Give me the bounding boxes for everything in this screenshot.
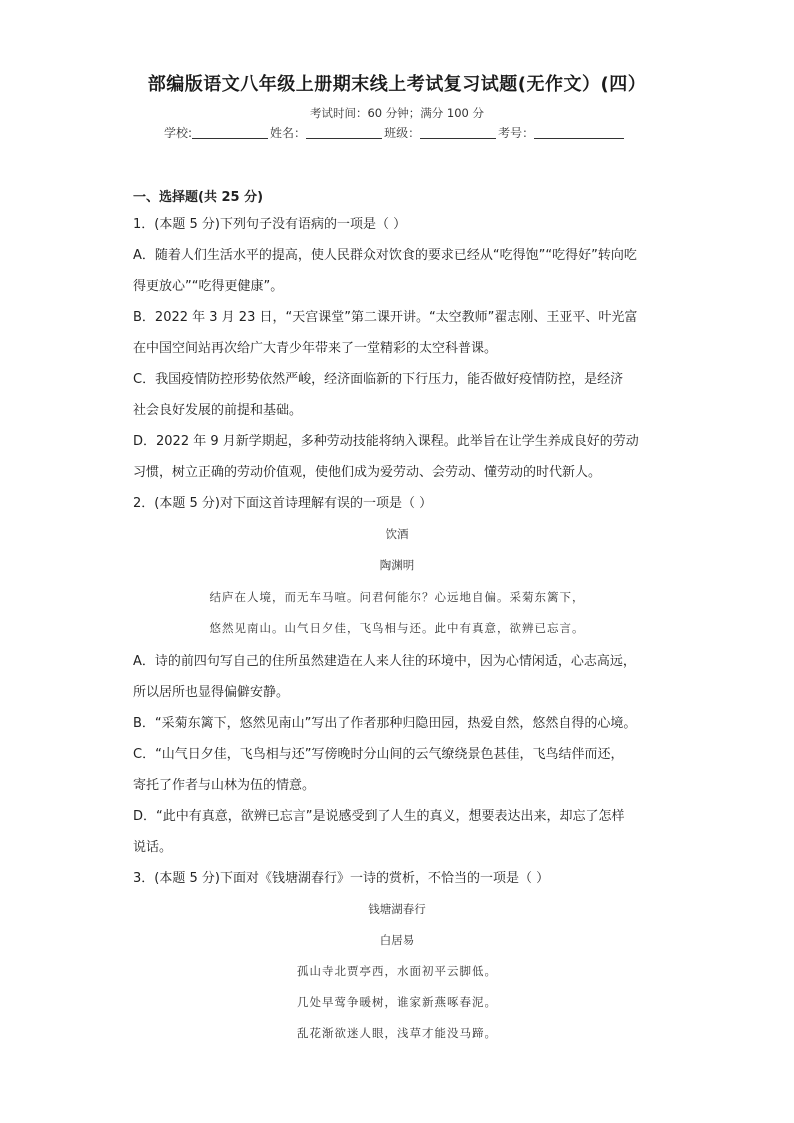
q2-option-d-cont: 说话。 — [133, 840, 173, 855]
number-label: 考号： — [498, 126, 535, 140]
page-title: 部编版语文八年级上册期末线上考试复习试题(无作文）(四） — [147, 74, 647, 95]
q3-stem: 3．(本题 5 分)下面对《钱塘湖春行》一诗的赏析，不恰当的一项是（ ） — [133, 871, 550, 886]
class-label: 班级： — [384, 126, 421, 140]
q2-option-a: A．诗的前四句写自己的住所虽然建造在人来人往的环境中，因为心情闲适，心志高远， — [133, 654, 636, 669]
exam-time: 考试时间：60 分钟；满分 100 分 — [309, 106, 485, 120]
q2-option-b: B．“采菊东篱下，悠然见南山”写出了作者那种归隐田园，热爱自然，悠然自得的心境。 — [133, 716, 637, 731]
q1-option-b: B．2022 年 3 月 23 日，“天宫课堂”第二课开讲。“太空教师”翟志刚、王亚平、叶光富 — [133, 310, 638, 325]
q3-poem-line: 孤山寺北贾亭西，水面初平云脚低。 — [297, 964, 497, 978]
q1-option-d-cont: 习惯，树立正确的劳动价值观，使他们成为爱劳动、会劳动、懂劳动的时代新人。 — [133, 465, 602, 480]
school-label: 学校: — [164, 126, 193, 140]
class-blank — [420, 125, 496, 139]
q2-poem-author: 陶渊明 — [379, 558, 415, 572]
number-blank — [534, 125, 624, 139]
q2-option-c: C．“山气日夕佳，飞鸟相与还”写傍晚时分山间的云气缭绕景色甚佳，飞鸟结伴而还， — [133, 747, 624, 762]
q2-poem-title: 饮酒 — [385, 527, 409, 541]
q1-stem: 1．(本题 5 分)下列句子没有语病的一项是（ ） — [133, 217, 407, 232]
name-label: 姓名： — [270, 126, 307, 140]
name-blank — [306, 125, 382, 139]
student-info-line — [164, 124, 626, 141]
q2-option-d: D．“此中有真意，欲辨已忘言”是说感受到了人生的真义，想要表达出来，却忘了怎样 — [133, 809, 625, 824]
school-blank — [192, 125, 268, 139]
q2-option-c-cont: 寄托了作者与山林为伍的情意。 — [133, 778, 316, 793]
q3-poem-line: 几处早莺争暖树，谁家新燕啄春泥。 — [297, 995, 497, 1009]
q1-option-c-cont: 社会良好发展的前提和基础。 — [133, 403, 303, 418]
q1-option-d: D．2022 年 9 月新学期起，多种劳动技能将纳入课程。此举旨在让学生养成良好的劳动 — [133, 434, 639, 449]
q1-option-a: A．随着人们生活水平的提高，使人民群众对饮食的要求已经从“吃得饱”“吃得好”转向吃 — [133, 248, 637, 263]
section-heading: 一、选择题(共 25 分) — [133, 190, 264, 205]
q3-poem-author: 白居易 — [379, 933, 415, 947]
q2-poem-line: 悠然见南山。山气日夕佳，飞鸟相与还。此中有真意，欲辨已忘言。 — [209, 621, 585, 635]
q2-poem-line: 结庐在人境，而无车马喧。问君何能尔？心远地自偏。采菊东篱下， — [209, 590, 585, 604]
q3-poem-line: 乱花渐欲迷人眼，浅草才能没马蹄。 — [297, 1026, 497, 1040]
q2-stem: 2．(本题 5 分)对下面这首诗理解有误的一项是（ ） — [133, 496, 433, 511]
q1-option-c: C．我国疫情防控形势依然严峻，经济面临新的下行压力，能否做好疫情防控，是经济 — [133, 372, 624, 387]
q1-option-b-cont: 在中国空间站再次给广大青少年带来了一堂精彩的太空科普课。 — [133, 341, 498, 356]
q1-option-a-cont: 得更放心”“吃得更健康”。 — [133, 279, 284, 294]
q3-poem-title: 钱塘湖春行 — [368, 902, 426, 916]
q2-option-a-cont: 所以居所也显得偏僻安静。 — [133, 685, 290, 700]
